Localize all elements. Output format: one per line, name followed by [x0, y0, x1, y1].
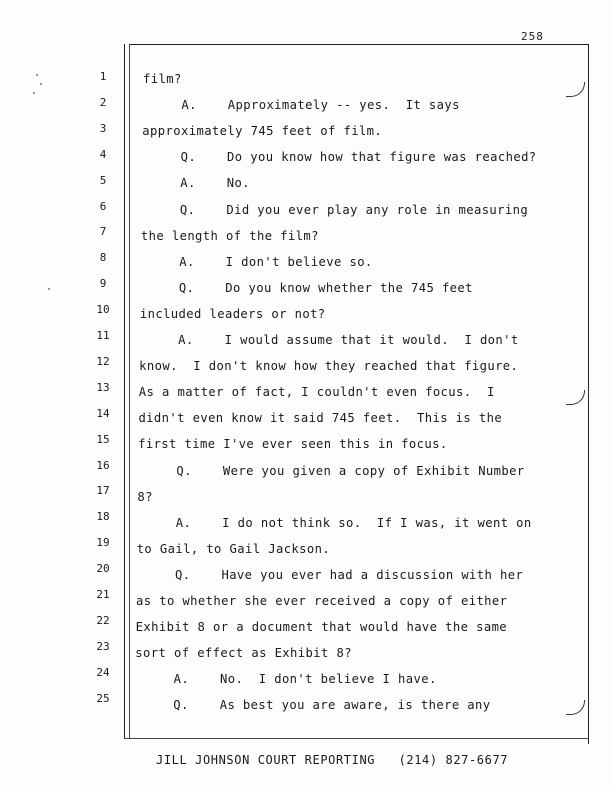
- transcript-line: as to whether she ever received a copy of either: [136, 594, 508, 608]
- line-number: 6: [99, 199, 107, 213]
- line-number: 19: [96, 536, 110, 550]
- transcript-line: A. No. I don't believe I have.: [134, 672, 437, 687]
- line-number: 2: [99, 95, 107, 109]
- transcript-line: Q. Were you given a copy of Exhibit Number: [137, 463, 525, 478]
- scan-speck: [40, 83, 42, 85]
- binding-hole-mark: [566, 700, 585, 715]
- page-border-left: [124, 44, 125, 738]
- line-number: 11: [96, 329, 110, 342]
- transcript-line: Q. As best you are aware, is there any: [134, 698, 491, 713]
- line-number: 9: [99, 277, 107, 291]
- scan-speck: [33, 92, 35, 94]
- line-number: 10: [96, 303, 110, 317]
- transcript-line: Exhibit 8 or a document that would have the same: [135, 620, 508, 635]
- transcript-line: the length of the film?: [140, 228, 319, 243]
- line-number: 5: [99, 173, 107, 187]
- line-number: 7: [99, 225, 107, 239]
- page-border-top: [130, 44, 588, 45]
- transcript-line: know. I don't know how they reached that figure.: [139, 359, 519, 374]
- line-number: 14: [96, 406, 110, 420]
- transcript-line: A. No.: [141, 176, 250, 191]
- transcript-line: included leaders or not?: [139, 306, 326, 321]
- line-number: 24: [96, 665, 110, 679]
- line-number: 3: [99, 121, 107, 135]
- binding-hole-mark: [566, 82, 585, 97]
- page-border-left-inner: [129, 44, 130, 738]
- transcript-line: 8?: [137, 489, 153, 504]
- line-number: 22: [96, 613, 110, 627]
- footer-reporter: JILL JOHNSON COURT REPORTING (214) 827-6677: [156, 753, 509, 767]
- line-number: 21: [96, 588, 110, 601]
- line-number: 23: [96, 639, 110, 653]
- line-number: 20: [96, 562, 110, 576]
- line-number: 16: [96, 458, 110, 472]
- transcript-line: to Gail, to Gail Jackson.: [136, 541, 331, 556]
- page-border-bottom: [124, 738, 589, 739]
- transcript-line: Q. Do you know how that figure was reached?: [141, 150, 537, 165]
- scan-speck: [36, 74, 38, 76]
- page-number: 258: [521, 30, 544, 43]
- line-number: 4: [99, 147, 107, 161]
- page-border-right: [588, 44, 589, 744]
- transcript-line: first time I've ever seen this in focus.: [138, 437, 448, 452]
- line-number: 13: [96, 380, 110, 394]
- transcript-line: As a matter of fact, I couldn't even focus. I: [138, 385, 495, 400]
- transcript-line: Q. Do you know whether the 745 feet: [140, 280, 473, 295]
- transcript-line: approximately 745 feet of film.: [142, 124, 383, 139]
- line-number: 25: [96, 691, 110, 705]
- transcript-line: Q. Have you ever had a discussion with her: [136, 567, 524, 582]
- line-number: 8: [99, 251, 107, 265]
- transcript-line: A. I don't believe so.: [140, 254, 373, 269]
- transcript-line: didn't even know it said 745 feet. This is the: [138, 411, 503, 426]
- transcript-line: A. I would assume that it would. I don't: [139, 333, 519, 347]
- transcript-line: sort of effect as Exhibit 8?: [135, 646, 352, 661]
- line-number: 17: [96, 484, 110, 498]
- line-number: 1: [99, 70, 107, 83]
- transcript-line: film?: [143, 72, 182, 86]
- line-number: 15: [96, 432, 110, 446]
- transcript-line: A. Approximately -- yes. It says: [142, 98, 460, 113]
- transcript-line: Q. Did you ever play any role in measuring: [141, 202, 529, 217]
- transcript-line: A. I do not think so. If I was, it went on: [137, 515, 532, 530]
- line-number: 12: [96, 354, 110, 368]
- line-number: 18: [96, 510, 110, 524]
- scan-speck: [48, 288, 50, 290]
- binding-hole-mark: [566, 390, 585, 405]
